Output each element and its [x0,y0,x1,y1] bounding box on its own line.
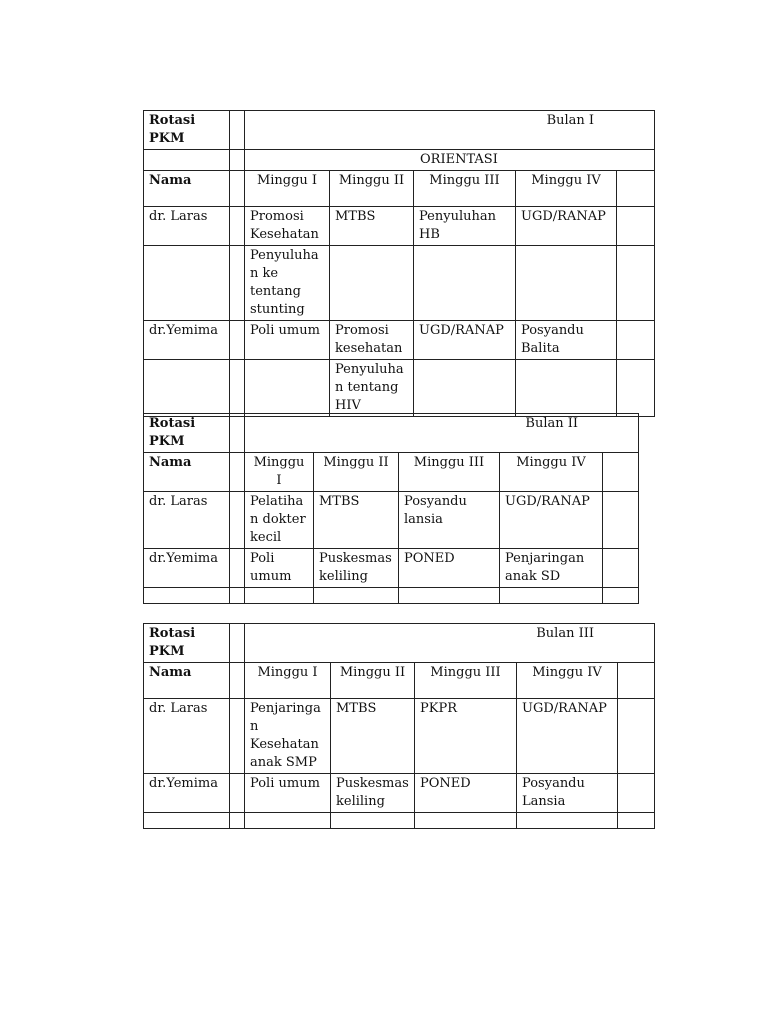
schedule-table-bulan-1 [143,110,655,417]
activity-cell: Poli umum [245,774,331,813]
activity-cell: UGD/RANAP [516,207,617,246]
activity-cell: Promosi Kesehatan [245,207,330,246]
week-header: Minggu I [245,663,331,699]
table-row [144,813,655,829]
schedule-table-bulan-2 [143,413,639,604]
month-title: Bulan I [245,111,655,150]
empty-cell [399,588,500,604]
table-row [144,549,639,588]
empty-cell [230,492,245,549]
empty-cell [230,246,245,321]
doctor-name: dr. Laras [144,699,230,774]
doctor-name [144,360,230,417]
empty-cell [230,150,245,171]
doctor-name: dr. Laras [144,207,230,246]
empty-cell [617,360,655,417]
week-header: Minggu III [415,663,517,699]
activity-cell [516,246,617,321]
activity-cell: Pelatihan dokter kecil [245,492,314,549]
empty-cell [603,492,639,549]
table-row [144,246,655,321]
activity-cell: Promosi kesehatan [330,321,414,360]
week-header: Minggu I [245,171,330,207]
empty-cell [618,774,655,813]
empty-cell [617,321,655,360]
activity-cell [414,360,516,417]
empty-cell [603,549,639,588]
empty-cell [230,624,245,663]
doctor-name: dr.Yemima [144,774,230,813]
empty-cell [617,207,655,246]
empty-cell [415,813,517,829]
empty-cell [230,774,245,813]
empty-cell [230,414,245,453]
empty-cell [331,813,415,829]
activity-cell: PONED [399,549,500,588]
empty-cell [314,588,399,604]
activity-cell [414,246,516,321]
empty-cell [230,171,245,207]
table-row [144,774,655,813]
activity-cell: Posyandu Lansia [517,774,618,813]
activity-cell: UGD/RANAP [500,492,603,549]
week-header: Minggu IV [517,663,618,699]
doctor-name: dr. Laras [144,492,230,549]
week-header: Minggu IV [500,453,603,492]
week-header: Minggu II [331,663,415,699]
name-column-header: Nama [144,453,230,492]
activity-cell: Penjaringan anak SD [500,549,603,588]
rotasi-header: Rotasi PKM [144,111,230,150]
week-header: Minggu IV [516,171,617,207]
table-row [144,588,639,604]
activity-cell: Poli umum [245,549,314,588]
empty-cell [245,588,314,604]
activity-cell: PKPR [415,699,517,774]
week-header: Minggu III [414,171,516,207]
activity-cell: Penyuluha n tentang HIV [330,360,414,417]
doctor-name: dr.Yemima [144,321,230,360]
week-header: Minggu III [399,453,500,492]
orientation-label: ORIENTASI [245,150,655,171]
schedule-table-bulan-3 [143,623,655,829]
activity-cell: UGD/RANAP [517,699,618,774]
activity-cell: MTBS [331,699,415,774]
empty-cell [230,111,245,150]
activity-cell [245,360,330,417]
activity-cell: PONED [415,774,517,813]
activity-cell: MTBS [330,207,414,246]
activity-cell: Puskesmas keliling [331,774,415,813]
empty-cell [500,588,603,604]
activity-cell [330,246,414,321]
empty-cell [618,813,655,829]
activity-cell: Penjaringan Kesehatan anak SMP [245,699,331,774]
empty-cell [230,453,245,492]
activity-cell: Poli umum [245,321,330,360]
activity-cell: MTBS [314,492,399,549]
empty-cell [617,171,655,207]
activity-cell: Penyuluhan HB [414,207,516,246]
empty-cell [230,588,245,604]
table-row [144,321,655,360]
empty-cell [230,207,245,246]
empty-cell [230,360,245,417]
empty-cell [144,588,230,604]
empty-cell [618,663,655,699]
empty-cell [603,453,639,492]
activity-cell: Posyandu lansia [399,492,500,549]
activity-cell: Posyandu Balita [516,321,617,360]
name-column-header: Nama [144,171,230,207]
table-row [144,360,655,417]
empty-cell [144,150,230,171]
table-row [144,207,655,246]
week-header: Minggu II [314,453,399,492]
empty-cell [230,699,245,774]
empty-cell [230,813,245,829]
table-row [144,699,655,774]
empty-cell [245,813,331,829]
activity-cell: Penyuluhan ke tentang stunting [245,246,330,321]
table-row [144,492,639,549]
empty-cell [618,699,655,774]
empty-cell [230,549,245,588]
empty-cell [603,588,639,604]
name-column-header: Nama [144,663,230,699]
month-title: Bulan III [245,624,655,663]
activity-cell: Puskesmas keliling [314,549,399,588]
week-header: Minggu II [330,171,414,207]
empty-cell [230,663,245,699]
empty-cell [144,813,230,829]
empty-cell [617,246,655,321]
month-title: Bulan II [245,414,639,453]
doctor-name [144,246,230,321]
activity-cell: UGD/RANAP [414,321,516,360]
empty-cell [517,813,618,829]
activity-cell [516,360,617,417]
rotasi-header: Rotasi PKM [144,624,230,663]
doctor-name: dr.Yemima [144,549,230,588]
empty-cell [230,321,245,360]
rotasi-header: Rotasi PKM [144,414,230,453]
week-header: Minggu I [245,453,314,492]
